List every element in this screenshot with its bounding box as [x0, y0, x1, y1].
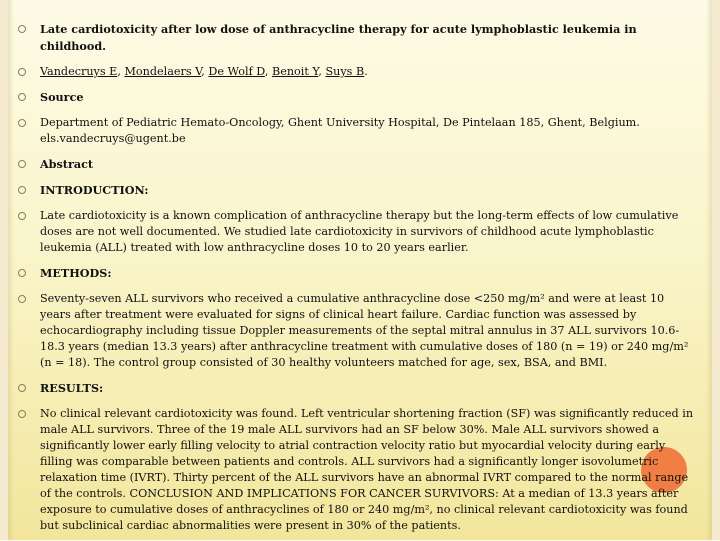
- source-label: Source: [40, 90, 84, 104]
- bullet-icon: [18, 410, 26, 418]
- list-item-introduction-text: [18, 208, 694, 256]
- article-title: Late cardiotoxicity after low dose of anthracycline therapy for acute lymphoblastic leukemia in childhood.: [40, 22, 637, 53]
- bullet-icon: [18, 93, 26, 101]
- list-item-methods-heading: [18, 265, 694, 282]
- results-text: No clinical relevant cardiotoxicity was found. Left ventricular shortening fraction (SF) was significantly reduced in male ALL survivors. Three of the 19 male ALL survivors had an SF below 30%. Male ALL survivors showed a significantly lower early filling velocity to atrial contraction velocity ratio but myocardial velocity during early filling was comparable between patients and controls. ALL survivors had a significantly longer isovolumetric relaxation time (IVRT). Thirty percent of the ALL survivors have an abnormal IVRT compared to the normal range of the controls. CONCLUSION AND IMPLICATIONS FOR CANCER SURVIVORS: At a median of 13.3 years after exposure to cumulative doses of anthracyclines of 180 or 240 mg/m², no clinical relevant cardiotoxicity was found but subclinical cardiac abnormalities were present in 30% of the patients.: [40, 407, 694, 532]
- bullet-icon: [18, 384, 26, 392]
- introduction-text: Late cardiotoxicity is a known complication of anthracycline therapy but the long-term effects of low cumulative doses are not well documented. We studied late cardiotoxicity in survivors of childhood acute lymphoblastic leukemia (ALL) treated with low anthracycline doses 10 to 20 years earlier.: [40, 209, 679, 254]
- bullet-icon: [18, 295, 26, 303]
- list-item-introduction-heading: [18, 182, 694, 199]
- bullet-list: [18, 21, 694, 541]
- bullet-icon: [18, 186, 26, 194]
- bullet-icon: [18, 68, 26, 76]
- author-link[interactable]: Vandecruys E: [40, 65, 118, 78]
- bullet-icon: [18, 269, 26, 277]
- list-item-affiliation: [18, 115, 694, 147]
- introduction-label: INTRODUCTION:: [40, 183, 149, 197]
- list-item-title: [18, 21, 694, 55]
- bullet-icon: [18, 119, 26, 127]
- author-link[interactable]: Suys B: [325, 65, 365, 78]
- list-item-source: [18, 89, 694, 106]
- bullet-icon: [18, 160, 26, 168]
- left-edge-shadow: [8, 0, 14, 540]
- right-edge-shadow: [706, 0, 712, 540]
- bullet-icon: [18, 212, 26, 220]
- author-link[interactable]: Mondelaers V: [124, 65, 202, 78]
- author-link[interactable]: Benoit Y: [271, 65, 319, 78]
- abstract-label: Abstract: [40, 157, 94, 171]
- list-item-authors: Vandecruys E, Mondelaers V, De Wolf D, Benoit Y, Suys B.: [18, 64, 694, 80]
- results-label: RESULTS:: [40, 381, 104, 395]
- affiliation-text: Department of Pediatric Hemato-Oncology, Ghent University Hospital, De Pintelaan 185, Ghent, Belgium. els.vandecruys@ugent.be: [40, 116, 640, 145]
- author-link[interactable]: De Wolf D: [208, 65, 265, 78]
- list-item-results-heading: [18, 380, 694, 397]
- methods-label: METHODS:: [40, 266, 112, 280]
- methods-text: Seventy-seven ALL survivors who received a cumulative anthracycline dose <250 mg/m² and were at least 10 years after treatment were evaluated for signs of clinical heart failure. Cardiac function was assessed by echocardiography including tissue Doppler measurements of the septal mitral annulus in 37 ALL survivors 10.6-18.3 years (median 13.3 years) after anthracycline treatment with cumulative doses of 180 (n = 19) or 240 mg/m² (n = 18). The control group consisted of 30 healthy volunteers matched for age, sex, BSA, and BMI.: [40, 292, 689, 369]
- list-item-abstract: [18, 156, 694, 173]
- list-item-methods-text: [18, 291, 694, 371]
- list-item-results-text: [18, 406, 694, 534]
- bullet-icon: [18, 25, 26, 33]
